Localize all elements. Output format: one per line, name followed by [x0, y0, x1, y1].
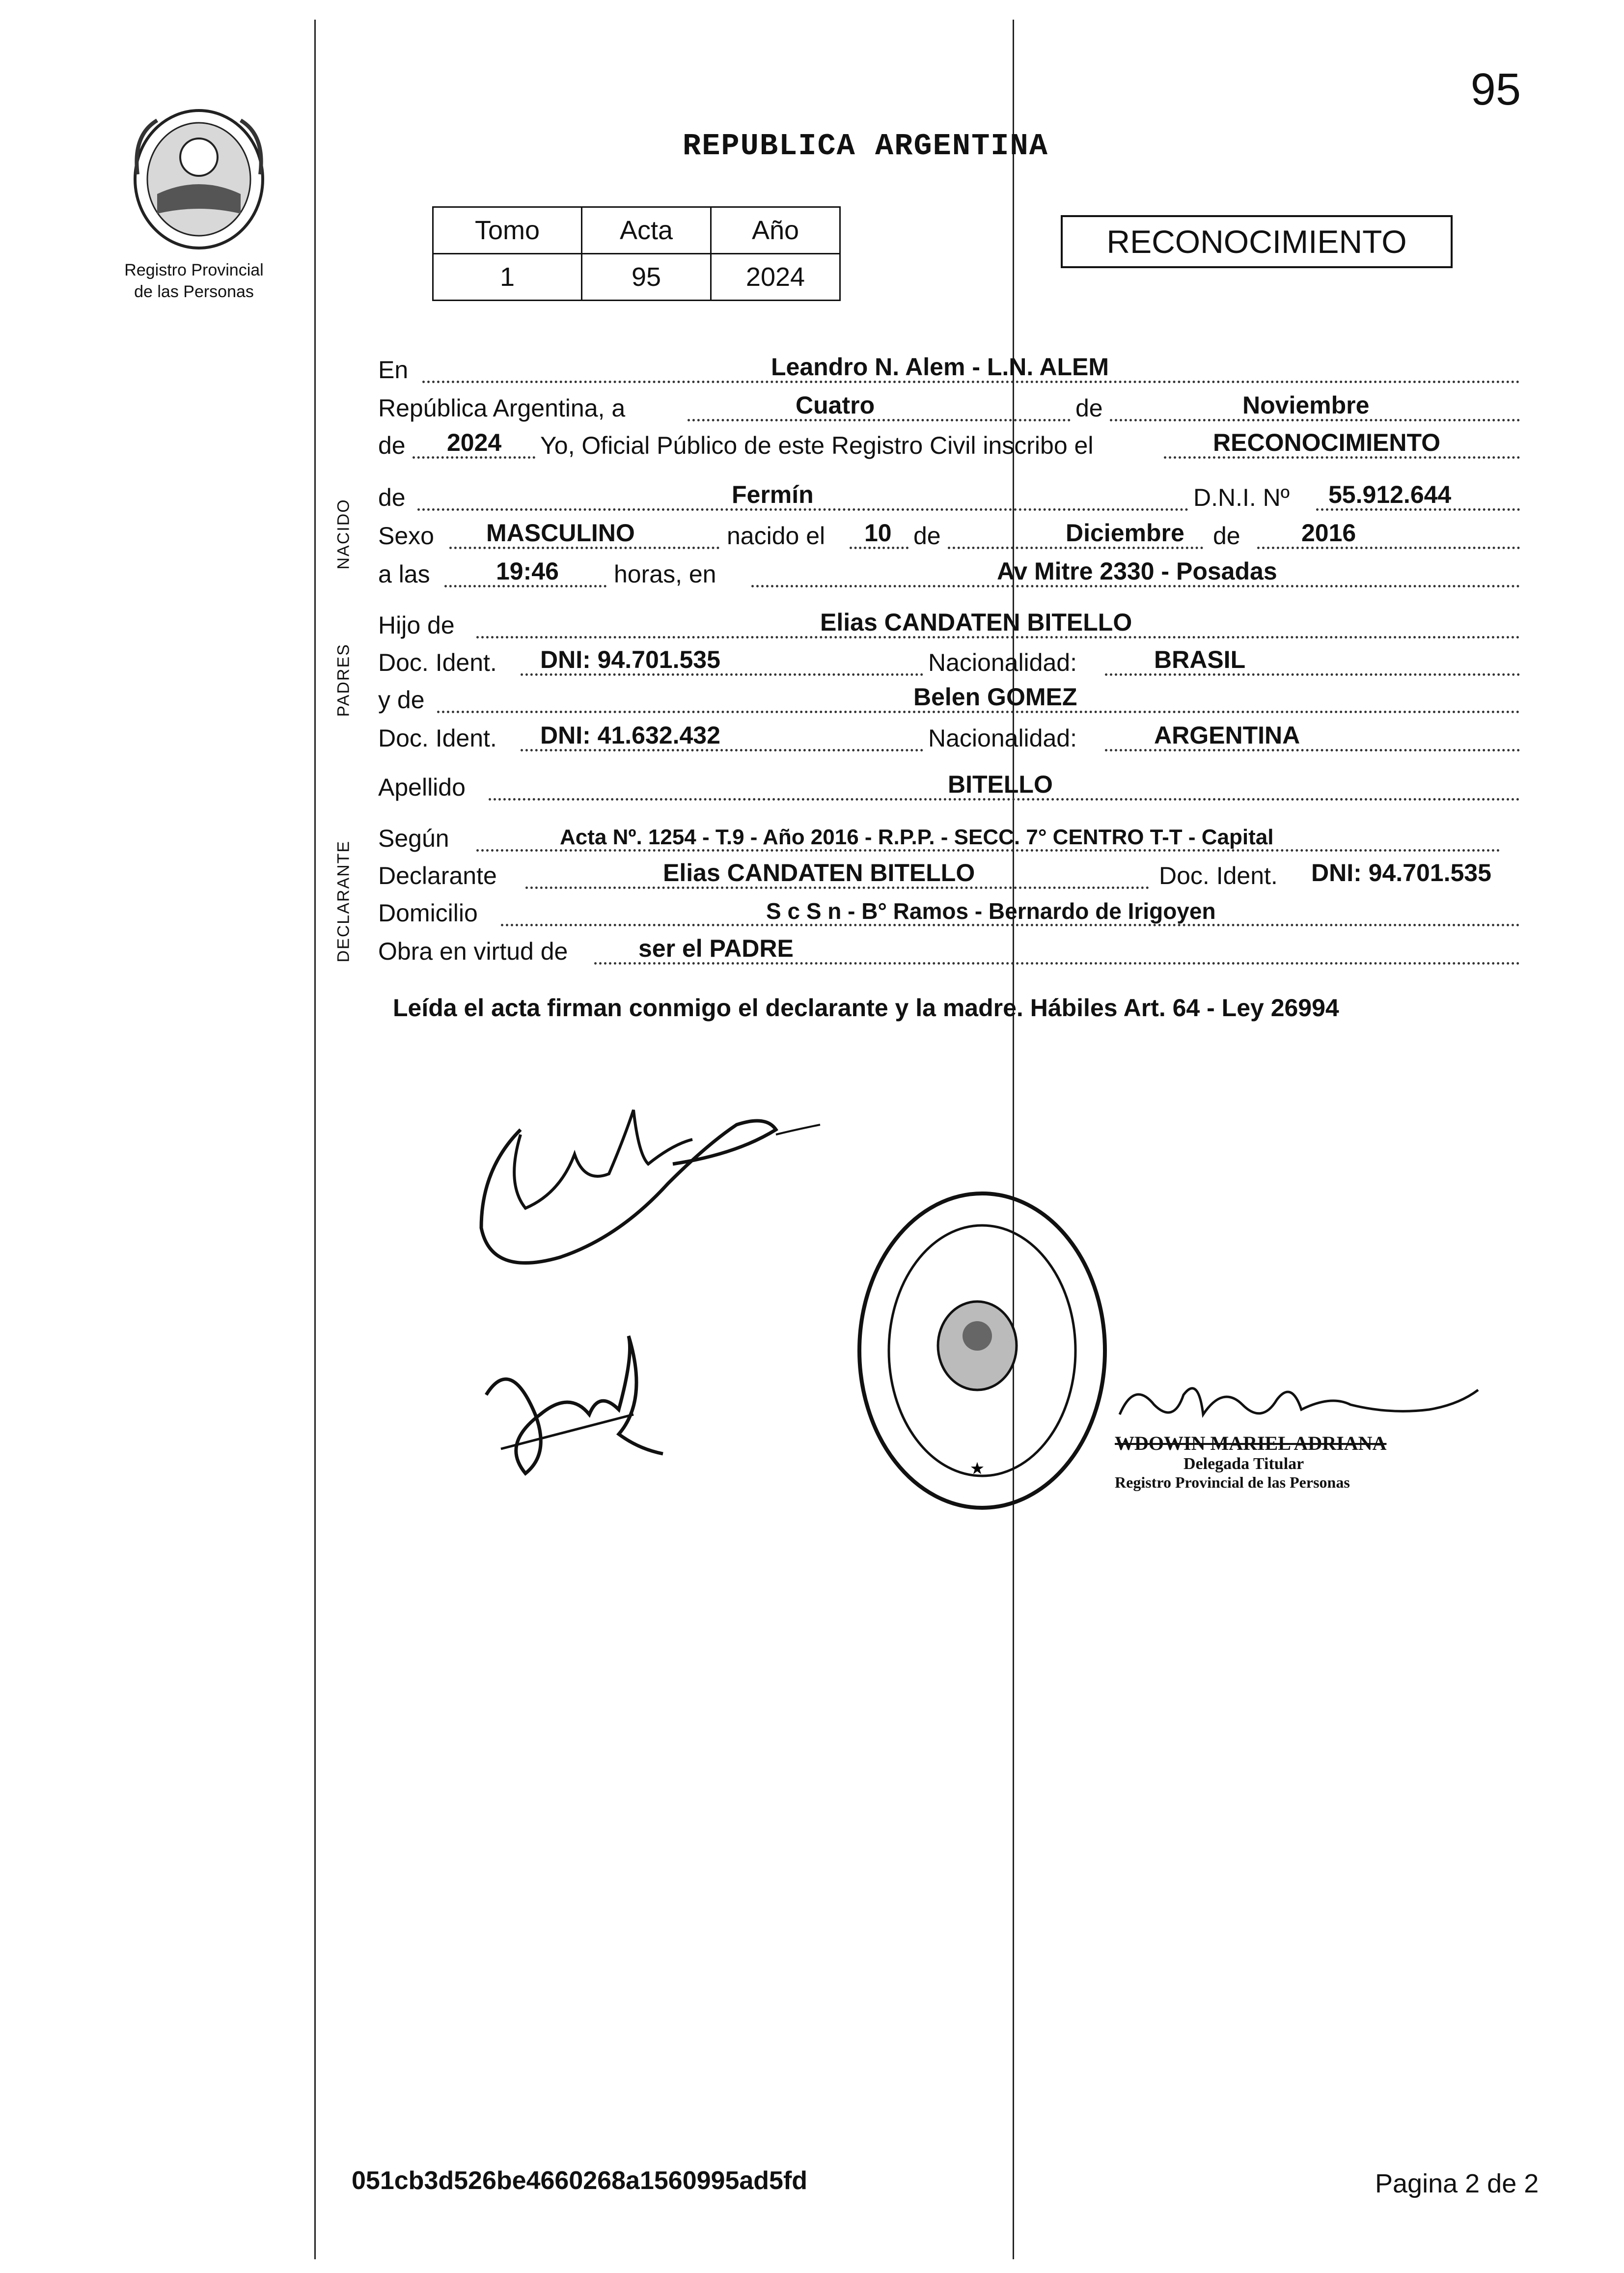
volume-table	[432, 206, 841, 301]
label-horas: horas, en	[614, 560, 716, 588]
value-father-name: Elias CANDATEN BITELLO	[820, 609, 1132, 636]
value-father-doc: DNI: 94.701.535	[540, 646, 720, 673]
label-declarant-doc: Doc. Ident.	[1159, 862, 1278, 889]
label-republica: República Argentina, a	[378, 394, 626, 422]
value-mother-name: Belen GOMEZ	[913, 683, 1077, 711]
label-de3: de	[1213, 522, 1240, 550]
value-year: 2024	[447, 429, 502, 456]
label-alas: a las	[378, 560, 430, 588]
label-nacido: nacido el	[727, 522, 826, 550]
label-domicilio: Domicilio	[378, 899, 478, 927]
label-year-prefix: de	[378, 432, 406, 459]
official-office: Registro Provincial de las Personas	[1115, 1473, 1350, 1491]
value-declarant-doc: DNI: 94.701.535	[1311, 859, 1491, 887]
row-year	[378, 429, 1520, 464]
value-birth-month: Diciembre	[1066, 519, 1184, 547]
label-nac-mother: Nacionalidad:	[928, 724, 1077, 752]
value-birth-place: Av Mitre 2330 - Posadas	[997, 557, 1277, 585]
label-en: En	[378, 356, 409, 384]
value-segun: Acta Nº. 1254 - T.9 - Año 2016 - R.P.P. - SECC. 7° CENTRO T-T - Capital	[560, 825, 1274, 849]
table-header-acta: Acta	[582, 207, 711, 254]
margin-rule-left	[314, 20, 316, 2259]
label-obra: Obra en virtud de	[378, 938, 568, 965]
official-role: Delegada Titular	[1184, 1455, 1304, 1473]
label-doc-mother: Doc. Ident.	[378, 724, 497, 752]
row-mother-doc	[378, 722, 1520, 756]
label-de: de	[1075, 394, 1103, 422]
row-locality	[378, 354, 1520, 388]
table-value-acta: 95	[582, 254, 711, 301]
value-mother-doc: DNI: 41.632.432	[540, 721, 720, 749]
label-hijo: Hijo de	[378, 611, 455, 639]
value-birth-time: 19:46	[496, 557, 559, 585]
label-dni: D.N.I. Nº	[1193, 484, 1290, 511]
value-act-name: RECONOCIMIENTO	[1213, 429, 1440, 456]
value-locality: Leandro N. Alem - L.N. ALEM	[771, 353, 1109, 381]
value-month: Noviembre	[1242, 391, 1370, 419]
value-address: S c S n - B° Ramos - Bernardo de Irigoyen	[766, 898, 1216, 924]
label-inscribo: Yo, Oficial Público de este Registro Civil inscribo el	[540, 432, 1094, 459]
registry-label	[113, 259, 275, 303]
closing-note: Leída el acta firman conmigo el declarante y la madre. Hábiles Art. 64 - Ley 26994	[393, 994, 1339, 1022]
official-stamp	[854, 1189, 1110, 1513]
label-sexo: Sexo	[378, 522, 434, 550]
table-value-tomo: 1	[433, 254, 582, 301]
value-sex: MASCULINO	[486, 519, 635, 547]
label-doc-father: Doc. Ident.	[378, 649, 497, 676]
row-father	[378, 609, 1520, 643]
row-date	[378, 392, 1520, 426]
mother-signature	[471, 1326, 678, 1493]
official-signature	[1115, 1375, 1488, 1429]
pagination-label: Pagina 2 de 2	[1375, 2169, 1539, 2198]
row-address	[378, 897, 1520, 931]
row-segun	[378, 822, 1520, 857]
label-name-prefix: de	[378, 484, 406, 511]
value-declarant-name: Elias CANDATEN BITELLO	[663, 859, 975, 887]
table-header-tomo: Tomo	[433, 207, 582, 254]
registry-line-2: de las Personas	[134, 282, 254, 301]
value-birth-day: 10	[864, 519, 892, 547]
row-sex-birth	[378, 520, 1520, 554]
page-number: 95	[1470, 64, 1521, 114]
row-child-name	[378, 481, 1520, 516]
table-header-ano: Año	[711, 207, 840, 254]
act-type-box: RECONOCIMIENTO	[1061, 215, 1453, 268]
label-de2: de	[913, 522, 941, 550]
value-mother-nationality: ARGENTINA	[1154, 721, 1300, 749]
dotted-line	[1257, 547, 1520, 549]
svg-text:★: ★	[970, 1461, 984, 1477]
declarant-signature	[462, 1071, 835, 1297]
row-father-doc	[378, 646, 1520, 681]
section-label-nacido: NACIDO	[334, 499, 353, 570]
row-surname	[378, 771, 1520, 805]
registry-line-1: Registro Provincial	[124, 261, 264, 279]
label-declarante: Declarante	[378, 862, 497, 889]
province-seal-logo	[128, 106, 270, 253]
value-child-dni: 55.912.644	[1328, 481, 1452, 508]
value-birth-year: 2016	[1301, 519, 1356, 547]
value-father-nationality: BRASIL	[1154, 646, 1246, 673]
document-hash: 051cb3d526be4660268a1560995ad5fd	[352, 2166, 808, 2195]
row-declarant	[378, 859, 1520, 894]
country-title: REPUBLICA ARGENTINA	[683, 129, 1048, 164]
value-surname: BITELLO	[948, 771, 1053, 798]
value-basis: ser el PADRE	[638, 935, 794, 962]
row-basis	[378, 935, 1520, 970]
label-segun: Según	[378, 825, 449, 852]
dotted-line	[688, 419, 1071, 421]
label-nac-father: Nacionalidad:	[928, 649, 1077, 676]
row-mother	[378, 684, 1520, 718]
row-time-place	[378, 558, 1520, 592]
table-value-ano: 2024	[711, 254, 840, 301]
value-child-name: Fermín	[732, 481, 814, 508]
section-label-padres: PADRES	[334, 643, 353, 717]
official-name: WDOWIN MARIEL ADRIANA	[1115, 1432, 1387, 1454]
official-signature-block	[1115, 1375, 1459, 1492]
value-day: Cuatro	[796, 391, 875, 419]
section-label-declarante: DECLARANTE	[334, 840, 353, 963]
label-apellido: Apellido	[378, 774, 466, 801]
label-yde: y de	[378, 686, 425, 714]
